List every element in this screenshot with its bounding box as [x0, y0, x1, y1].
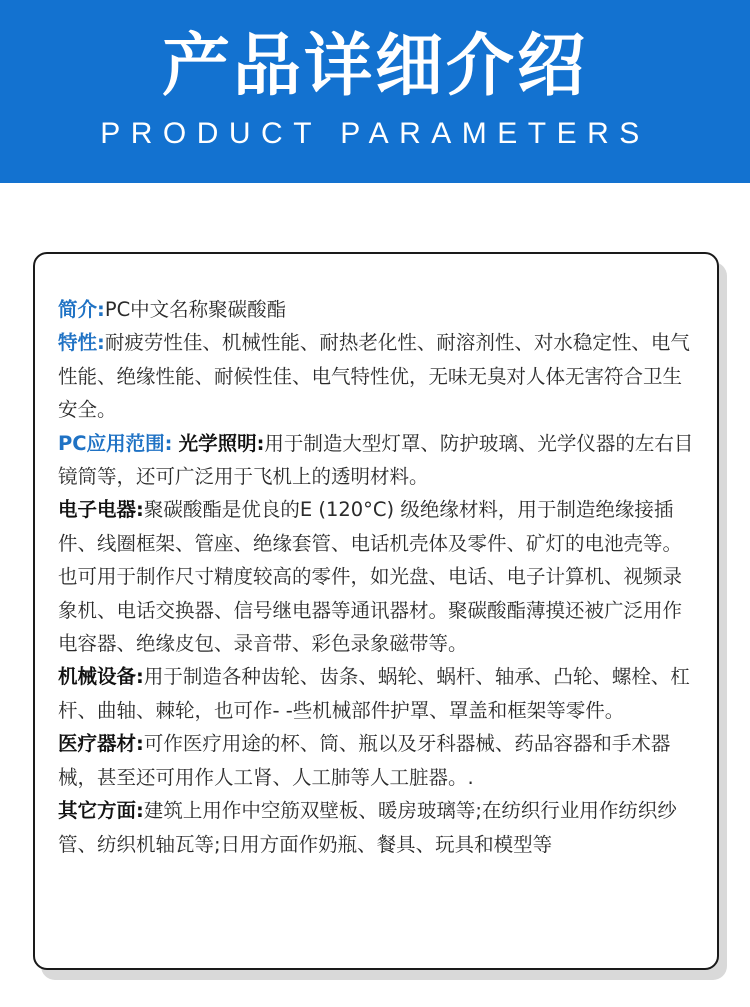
electronics-paragraph — [58, 493, 698, 660]
mechanical-label: 机械设备: — [58, 665, 144, 689]
intro-text: PC中文名称聚碳酸酯 — [104, 298, 287, 321]
electronics-label: 电子电器: — [58, 498, 144, 522]
mechanical-text: 用于制造各种齿轮、齿条、蜗轮、蜗杆、轴承、凸轮、螺栓、杠杆、曲轴、棘轮，也可作- -些机械部件护罩、罩盖和框架等零件。 — [58, 665, 690, 722]
other-paragraph — [58, 794, 698, 861]
medical-paragraph — [58, 727, 698, 794]
intro-paragraph — [58, 293, 698, 326]
page-header — [0, 0, 750, 183]
other-label: 其它方面: — [58, 799, 144, 823]
scope-label: PC应用范围: — [58, 431, 173, 455]
optical-label: 光学照明: — [178, 431, 265, 455]
other-text: 建筑上用作中空筋双壁板、暖房玻璃等;在纺织行业用作纺织纱管、纺织机轴瓦等;日用方面作奶瓶、餐具、玩具和模型等 — [58, 799, 677, 856]
electronics-text: 聚碳酸酯是优良的E (120°C) 级绝缘材料，用于制造绝缘接插件、线圈框架、管座、绝缘套管、电话机壳体及零件、矿灯的电池壳等。也可用于制作尺寸精度较高的零件，如光盘、电话、电子计算机、视频录象机、电话交换器、信号继电器等通讯器材。聚碳酸酯薄摸还被广泛用作电容器、绝缘皮包、录音带、彩色录象磁带等。 — [58, 498, 683, 656]
product-description — [58, 293, 698, 861]
page-subtitle: PRODUCT PARAMETERS — [100, 117, 650, 150]
medical-label: 医疗器材: — [58, 732, 144, 756]
medical-text: 可作医疗用途的杯、筒、瓶以及牙科器械、药品容器和手术器械，甚至还可用作人工肾、人工肺等人工脏器。. — [58, 732, 671, 789]
features-paragraph — [58, 326, 698, 426]
features-text: 耐疲劳性佳、机械性能、耐热老化性、耐溶剂性、对水稳定性、电气性能、绝缘性能、耐候性佳、电气特性优，无味无臭对人体无害符合卫生安全。 — [58, 331, 690, 422]
mechanical-paragraph — [58, 660, 698, 727]
features-label: 特性: — [58, 331, 105, 355]
optical-text: 用于制造大型灯罩、防护玻璃、光学仪器的左右目镜筒等，还可广泛用于飞机上的透明材料。 — [58, 431, 694, 489]
intro-label: 简介: — [58, 298, 105, 321]
page-title: 产品详细介绍 — [161, 27, 588, 106]
scope-paragraph — [58, 427, 698, 494]
